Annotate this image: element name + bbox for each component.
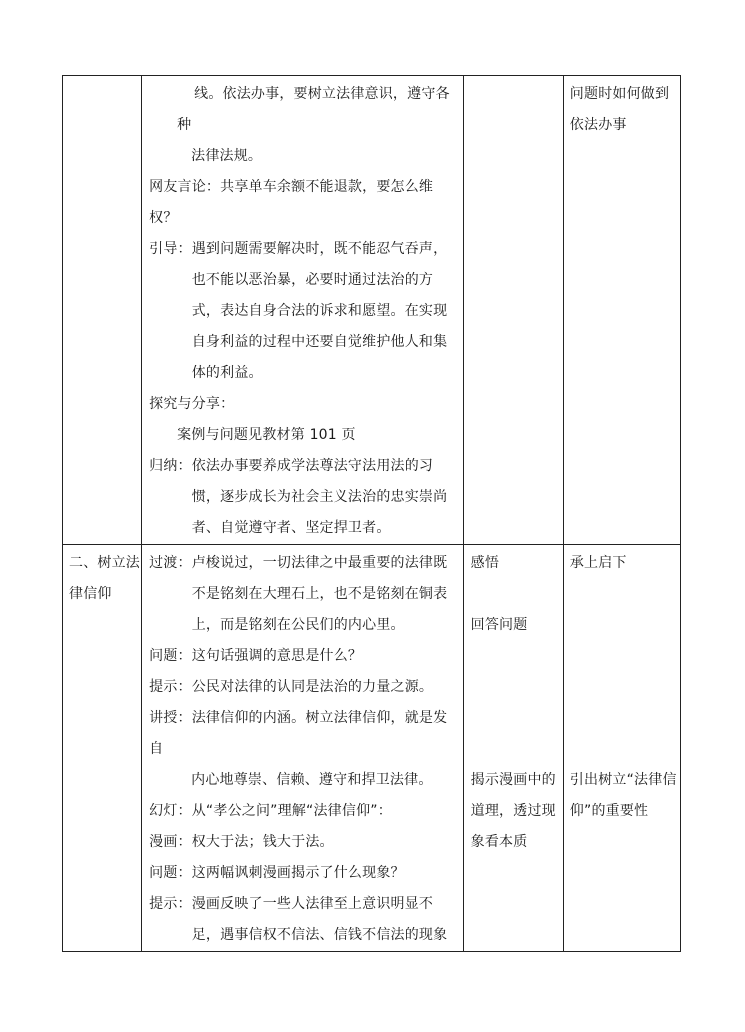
text-line: 网友言论：共享单车余额不能退款，要怎么维 [149,179,434,195]
spacer [570,641,678,672]
text-line: 案例与问题见教材第 101 页 [177,427,356,443]
spacer [570,703,678,734]
text-line: 法律法规。 [191,148,263,164]
table-row [63,545,681,952]
student-activity-cell [463,545,563,952]
design-intent-cell [563,545,680,952]
spacer [471,703,561,734]
section-title: 二、树立法律信仰 [69,555,140,602]
spacer [471,641,561,672]
student-activity-cell [463,76,563,545]
text-line: 漫画：权大于法；钱大于法。 [149,834,334,850]
text-line: 幻灯：从“孝公之问”理解“法律信仰”： [149,803,392,819]
text-line: 提示：公民对法律的认同是法治的力量之源。 [149,679,434,695]
activity-text: 感悟 [470,555,500,571]
text-line: 自 [149,741,164,757]
section-cell [63,545,142,952]
section-cell [63,76,142,545]
intent-text: 问题时如何做到依法办事 [569,86,670,133]
transition-text: 卢梭说过，一切法律之中最重要的法律既不是铭刻在大理石上，也不是铭刻在铜表上，而是铭刻在公民们的内心里。 [191,555,448,633]
spacer [471,734,561,765]
text-line: 问题：这句话强调的意思是什么？ [149,648,363,664]
lesson-plan-table [62,75,681,952]
text-line: 探究与分享： [149,396,235,412]
spacer [570,579,678,610]
spacer [471,672,561,703]
text-line: 线。依法办事，要树立法律意识，遵守各 [194,86,450,102]
spacer [570,672,678,703]
content-cell [142,545,464,952]
guidance-text: 遇到问题需要解决时，既不能忍气吞声，也不能以恶治暴，必要时通过法治的方式，表达自身合法的诉求和愿望。在实现自身利益的过程中还要自觉维护他人和集体的利益。 [191,241,448,381]
text-line: 内心地尊崇、信赖、遵守和捍卫法律。 [191,772,433,788]
design-intent-cell [563,76,680,545]
hint-paragraph [149,889,457,951]
hint-text: 漫画反映了一些人法律至上意识明显不足，遇事信权不信法、信钱不信法的现象 [191,896,448,943]
summary-paragraph [149,451,457,544]
activity-text: 回答问题 [470,617,528,633]
spacer [471,579,561,610]
guidance-label: 引导： [149,241,192,257]
text-line: 权？ [149,210,178,226]
transition-paragraph [149,548,457,641]
text-line: 问题：这两幅讽刺漫画揭示了什么现象？ [149,865,405,881]
activity-text: 揭示漫画中的道理，透过现象看本质 [470,772,556,850]
text-line: 种 [177,117,192,133]
guidance-paragraph [149,234,457,389]
spacer [570,734,678,765]
intent-text: 承上启下 [569,555,627,571]
text-line: 讲授：法律信仰的内涵。树立法律信仰，就是发 [149,710,448,726]
table-row [63,76,681,545]
intent-text: 引出树立“法律信仰”的重要性 [569,772,677,819]
hint-label: 提示： [149,896,192,912]
summary-label: 归纳： [149,458,192,474]
transition-label: 过渡： [149,555,192,571]
spacer [570,610,678,641]
content-cell [142,76,464,545]
summary-text: 依法办事要养成学法尊法守法用法的习惯，逐步成长为社会主义法治的忠实崇尚者、自觉遵守者、坚定捍卫者。 [191,458,448,536]
